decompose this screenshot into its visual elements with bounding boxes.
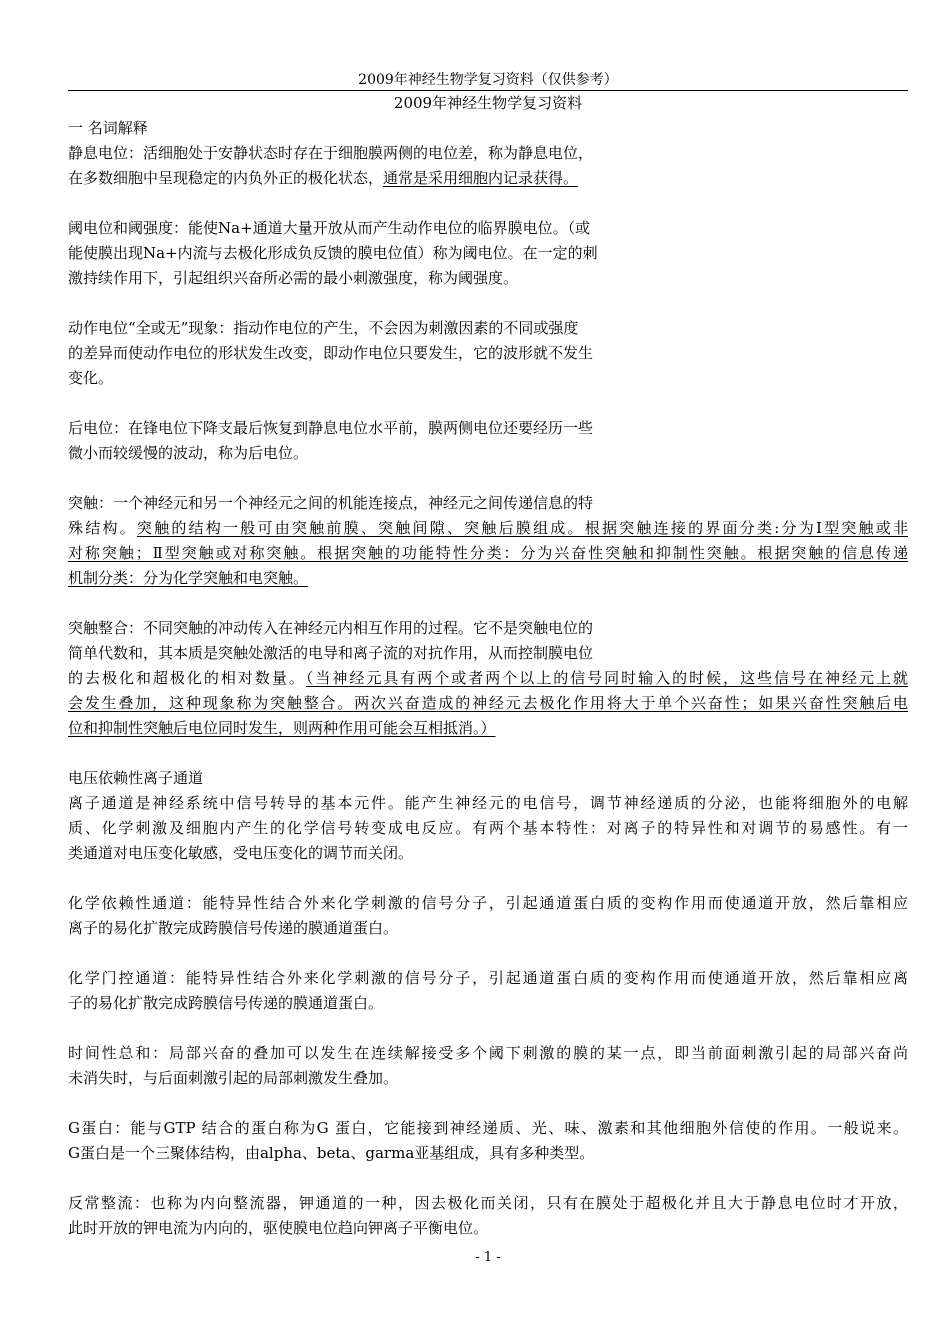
paragraph-gap: [68, 1091, 908, 1116]
text-line: [68, 666, 908, 691]
text-line: 此时开放的钾电流为内向的，驱使膜电位趋向钾离子平衡电位。: [68, 1219, 489, 1237]
underlined-text: 位和抑制性突触后电位同时发生，则两种作用可能会互相抵消。）: [68, 719, 496, 737]
underlined-text: 会发生叠加，这种现象称为突触整合。两次兴奋造成的神经元去极化作用将大于单个兴奋性；如果兴奋性突触后电: [68, 694, 908, 712]
running-header: 2009年神经生物学复习资料（仅供参考）: [358, 72, 618, 88]
page-number: - 1 -: [475, 1250, 501, 1265]
text-line: 简单代数和，其本质是突触处激活的电导和离子流的对抗作用，从而控制膜电位: [68, 644, 594, 662]
entry-g-protein: [68, 1116, 908, 1166]
text-line: 突触整合：不同突触的冲动传入在神经元内相互作用的过程。它不是突触电位的: [68, 619, 594, 637]
text-line: [68, 516, 908, 541]
text-line: 的差异而使动作电位的形状发生改变，即动作电位只要发生，它的波形就不发生: [68, 344, 594, 362]
text-run: 在多数细胞中呈现稳定的内负外正的极化状态，: [68, 169, 384, 187]
section-heading: 一 名词解释: [68, 119, 148, 137]
text-line: G蛋白：能与GTP 结合的蛋白称为G 蛋白，它能接到神经递质、光、味、激素和其他细胞外信使的作用。一般说来。: [68, 1119, 908, 1137]
text-line: 反常整流：也称为内向整流器，钾通道的一种，因去极化而关闭，只有在膜处于超极化并且大于静息电位时才开放，: [68, 1194, 908, 1212]
entry-threshold: [68, 216, 908, 291]
text-line: 未消失时，与后面刺激引起的局部刺激发生叠加。: [68, 1069, 399, 1087]
text-line: 动作电位“全或无”现象：指动作电位的产生，不会因为刺激因素的不同或强度: [68, 319, 579, 337]
text-run: 殊结构。: [68, 519, 137, 537]
text-line: G蛋白是一个三聚体结构，由alpha、beta、garma亚基组成，具有多种类型。: [68, 1144, 595, 1162]
underlined-text: 通常是采用细胞内记录获得。: [383, 169, 579, 187]
text-line: 能使膜出现Na+内流与去极化形成负反馈的膜电位值）称为阈电位。在一定的刺: [68, 244, 598, 262]
text-line: 时间性总和：局部兴奋的叠加可以发生在连续解接受多个阈下刺激的膜的某一点，即当前面刺激引起的局部兴奋尚: [68, 1044, 908, 1062]
paragraph-gap: [68, 191, 908, 216]
entry-voltage-gated-channel: [68, 766, 908, 866]
entry-resting-potential: [68, 141, 908, 191]
underlined-text: 对称突触；Ⅱ型突触或对称突触。根据突触的功能特性分类：分为兴奋性突触和抑制性突触。根据突触的信息传递: [68, 544, 908, 562]
entry-after-potential: [68, 416, 908, 466]
underlined-text: 机制分类：分为化学突触和电突触。: [68, 569, 309, 587]
paragraph-gap: [68, 591, 908, 616]
text-line: 变化。: [68, 369, 114, 387]
underlined-text: （当神经元具有两个或者两个以上的信号同时输入的时候，这些信号在神经元上就: [305, 669, 908, 687]
text-line: 后电位：在锋电位下降支最后恢复到静息电位水平前，膜两侧电位还要经历一些: [68, 419, 594, 437]
text-line: 激持续作用下，引起组织兴奋所必需的最小刺激强度，称为阈强度。: [68, 269, 519, 287]
entry-synaptic-integration: [68, 616, 908, 741]
paragraph-gap: [68, 466, 908, 491]
entry-all-or-none: [68, 316, 908, 391]
text-line: 静息电位：活细胞处于安静状态时存在于细胞膜两侧的电位差，称为静息电位，: [68, 144, 594, 162]
underlined-text: 突触的结构一般可由突触前膜、突触间隙、突触后膜组成。根据突触连接的界面分类:分为Ⅰ型突触或非: [136, 519, 908, 537]
text-line: 微小而较缓慢的波动，称为后电位。: [68, 444, 309, 462]
text-line: 离子的易化扩散完成跨膜信号传递的膜通道蛋白。: [68, 919, 399, 937]
document-title: 2009年神经生物学复习资料: [393, 94, 583, 112]
paragraph-gap: [68, 391, 908, 416]
header-rule: [68, 90, 908, 91]
text-line: 子的易化扩散完成跨膜信号传递的膜通道蛋白。: [68, 994, 384, 1012]
entry-temporal-summation: [68, 1041, 908, 1091]
text-run: 的去极化和超极化的相对数量。: [68, 669, 306, 687]
text-line: [68, 166, 908, 191]
entry-inward-rectifier: [68, 1191, 908, 1241]
text-line: 阈电位和阈强度：能使Na+通道大量开放从而产生动作电位的临界膜电位。（或: [68, 219, 591, 237]
text-line: 电压依赖性离子通道: [68, 769, 204, 787]
document-body: [68, 116, 908, 1241]
paragraph-gap: [68, 941, 908, 966]
entry-synapse: [68, 491, 908, 591]
paragraph-gap: [68, 1166, 908, 1191]
paragraph-gap: [68, 291, 908, 316]
entry-chemical-dependent-channel: [68, 891, 908, 941]
text-line: 化学门控通道：能特异性结合外来化学刺激的信号分子，引起通道蛋白质的变构作用而使通道开放，然后靠相应离: [68, 969, 908, 987]
paragraph-gap: [68, 741, 908, 766]
text-line: 类通道对电压变化敏感，受电压变化的调节而关闭。: [68, 844, 414, 862]
entry-chemical-gated-channel: [68, 966, 908, 1016]
text-line: 离子通道是神经系统中信号转导的基本元件。能产生神经元的电信号，调节神经递质的分泌，也能将细胞外的电解: [68, 794, 908, 812]
text-line: 化学依赖性通道：能特异性结合外来化学刺激的信号分子，引起通道蛋白质的变构作用而使通道开放，然后靠相应: [68, 894, 908, 912]
text-line: 质、化学刺激及细胞内产生的化学信号转变成电反应。有两个基本特性：对离子的特异性和对调节的易感性。有一: [68, 819, 908, 837]
paragraph-gap: [68, 1016, 908, 1041]
text-line: 突触：一个神经元和另一个神经元之间的机能连接点，神经元之间传递信息的特: [68, 494, 594, 512]
paragraph-gap: [68, 866, 908, 891]
